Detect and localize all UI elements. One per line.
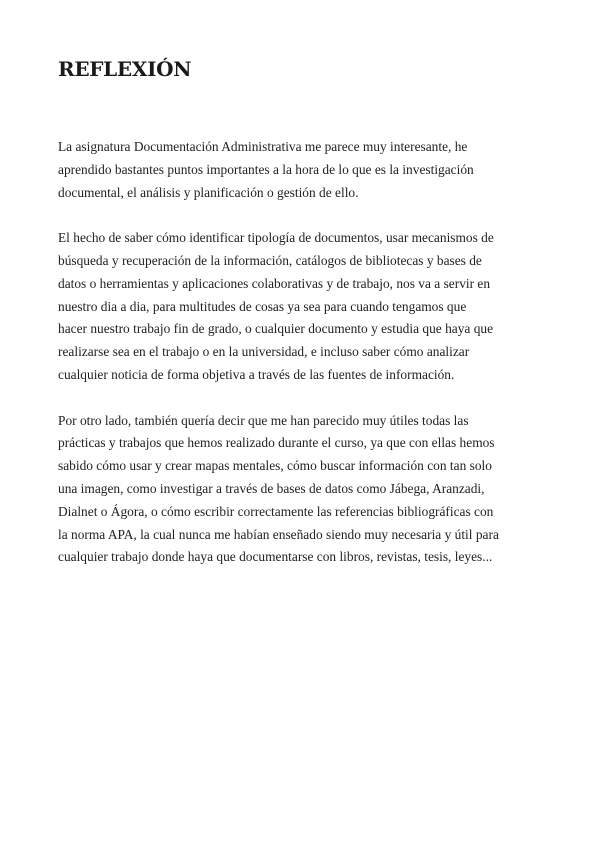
- text-line: Dialnet o Ágora, o cómo escribir correctamente las referencias bibliográficas con: [58, 503, 494, 519]
- text-line: aprendido bastantes puntos importantes a la hora de lo que es la investigación: [58, 161, 474, 177]
- paragraph-2: [58, 227, 544, 387]
- text-line: búsqueda y recuperación de la información, catálogos de bibliotecas y bases de: [58, 252, 482, 268]
- text-line: nuestro dia a dia, para multitudes de cosas ya sea para cuando tengamos que: [58, 298, 467, 314]
- text-line: sabido cómo usar y crear mapas mentales, cómo buscar información con tan solo: [58, 458, 492, 474]
- text-line: La asignatura Documentación Administrativa me parece muy interesante, he: [58, 139, 468, 154]
- text-line: datos o herramientas y aplicaciones colaborativas y de trabajo, nos va a servir en: [58, 275, 491, 291]
- text-line: la norma APA, la cual nunca me habían enseñado siendo muy necesaria y útil para: [58, 526, 499, 542]
- text-line: Por otro lado, también quería decir que me han parecido muy útiles todas las: [58, 412, 469, 428]
- text-line: hacer nuestro trabajo fin de grado, o cualquier documento y estudia que haya que: [58, 321, 494, 337]
- text-line: El hecho de saber cómo identificar tipología de documentos, usar mecanismos de: [58, 230, 494, 246]
- paragraph-1: [58, 136, 544, 204]
- text-line: realizarse sea en el trabajo o en la universidad, e incluso saber cómo analizar: [58, 344, 470, 360]
- text-line: cualquier trabajo donde haya que documentarse con libros, revistas, tesis, leyes...: [58, 549, 493, 565]
- page-title: REFLEXIÓN: [58, 57, 192, 81]
- text-line: una imagen, como investigar a través de bases de datos como Jábega, Aranzadi,: [58, 480, 485, 496]
- paragraph-3: [58, 410, 544, 570]
- text-line: documental, el análisis y planificación o gestión de ello.: [58, 184, 359, 200]
- text-line: prácticas y trabajos que hemos realizado durante el curso, ya que con ellas hemos: [58, 435, 495, 451]
- document-body: [58, 136, 544, 592]
- text-line: cualquier noticia de forma objetiva a través de las fuentes de información.: [58, 366, 455, 382]
